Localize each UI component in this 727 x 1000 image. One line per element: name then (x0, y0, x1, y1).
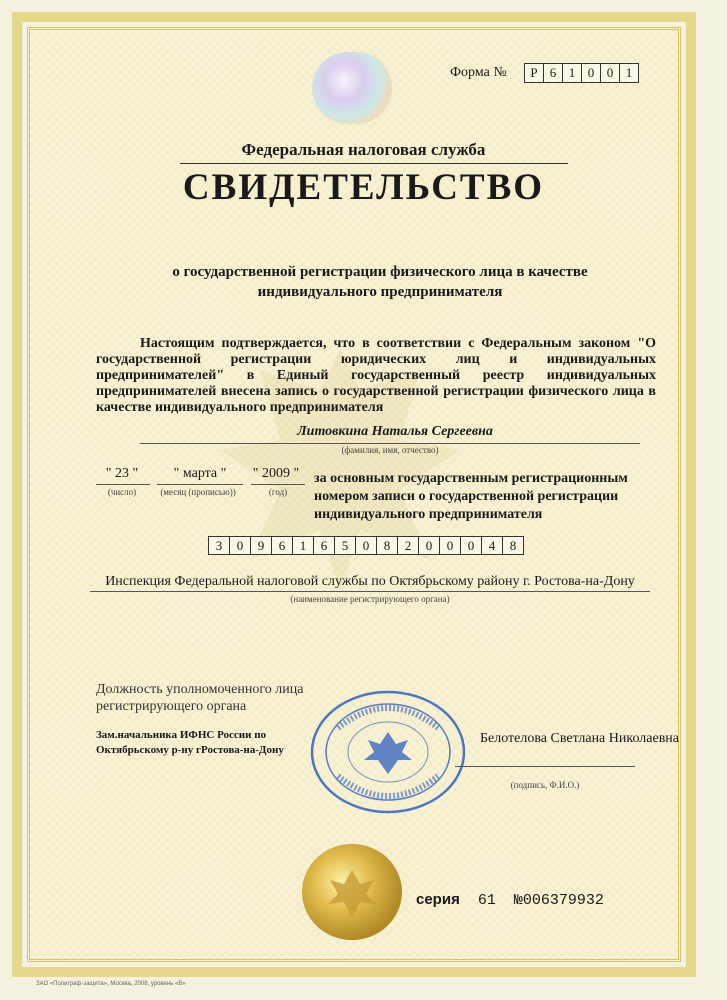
divider (96, 484, 150, 485)
divider (90, 591, 650, 592)
certificate-number: №006379932 (513, 892, 604, 909)
ogrnip-digit: 0 (418, 536, 440, 555)
divider (140, 443, 640, 444)
fio-caption: (фамилия, имя, отчество) (341, 445, 439, 455)
ogrnip-digit: 0 (439, 536, 461, 555)
date-day: " 23 " (105, 466, 139, 481)
date-month: " марта " (173, 466, 227, 481)
year-caption: (год) (268, 487, 288, 497)
position-label: Должность уполномоченного лица регистрирующего органа (96, 682, 304, 714)
form-digit: 1 (619, 63, 639, 83)
official-stamp-icon (308, 688, 468, 816)
signer-name: Белотелова Светлана Николаевна (480, 731, 680, 746)
divider (157, 484, 243, 485)
signer-position: Зам.начальника ИФНС России по Октябрьскому р-ну гРостова-на-Дону (96, 729, 284, 756)
registration-text: за основным государственным регистрационным номером записи о государственной регистрации индивидуального предпринимателя (314, 471, 628, 522)
divider (455, 766, 635, 767)
divider (180, 163, 568, 164)
form-digit: 6 (543, 63, 563, 83)
gold-seal-icon (300, 842, 404, 942)
ogrnip-digit: 1 (292, 536, 314, 555)
form-digit: 0 (600, 63, 620, 83)
paragraph-text: Настоящим подтверждается, что в соответствии с Федеральным законом "О государственной регистрации юридических лиц и индивидуальных предпринимателей" в Единый государственный реестр индивидуальных предпринимателей внесена запись о государственной регистрации физического лица в качестве индивидуального предпринимателя (96, 336, 656, 415)
ogrnip-digit: 0 (460, 536, 482, 555)
ogrnip-digit: 0 (229, 536, 251, 555)
month-caption: (месяц (прописью)) (160, 487, 236, 497)
ogrnip-digit: 3 (208, 536, 230, 555)
hologram-emblem-icon (312, 52, 392, 124)
signature-caption: (подпись, Ф.И.О.) (510, 780, 580, 790)
series-number (416, 891, 604, 909)
ogrnip-digit: 4 (481, 536, 503, 555)
ogrnip-digit: 6 (271, 536, 293, 555)
authority-caption: (наименование регистрирующего органа) (290, 594, 450, 604)
person-fio: Литовкина Наталья Сергеевна (297, 424, 493, 439)
form-digit: 1 (562, 63, 582, 83)
divider (251, 484, 305, 485)
date-year: " 2009 " (252, 466, 300, 481)
ogrnip-number (208, 536, 523, 555)
ogrnip-digit: 6 (313, 536, 335, 555)
ogrnip-digit: 8 (376, 536, 398, 555)
ogrnip-digit: 5 (334, 536, 356, 555)
ogrnip-digit: 8 (502, 536, 524, 555)
page-title: СВИДЕТЕЛЬСТВО (182, 167, 545, 208)
ogrnip-digit: 9 (250, 536, 272, 555)
form-digit: Р (524, 63, 544, 83)
form-number (524, 63, 638, 83)
ogrnip-digit: 0 (355, 536, 377, 555)
form-digit: 0 (581, 63, 601, 83)
subtitle: о государственной регистрации физического лица в качестве индивидуального предпринимателя (172, 264, 588, 300)
agency-name: Федеральная налоговая служба (241, 140, 486, 159)
ogrnip-digit: 2 (397, 536, 419, 555)
series-label: серия (416, 891, 460, 908)
series-code: 61 (477, 892, 496, 909)
form-label: Форма № (450, 65, 507, 80)
authority-name: Инспекция Федеральной налоговой службы по Октябрьскому району г. Ростова-на-Дону (105, 574, 635, 589)
confirmation-paragraph (96, 336, 656, 416)
printer-note: ЗАО «Полиграф-защита», Москва, 2008, уровень «В» (36, 981, 186, 987)
day-caption: (число) (107, 487, 137, 497)
